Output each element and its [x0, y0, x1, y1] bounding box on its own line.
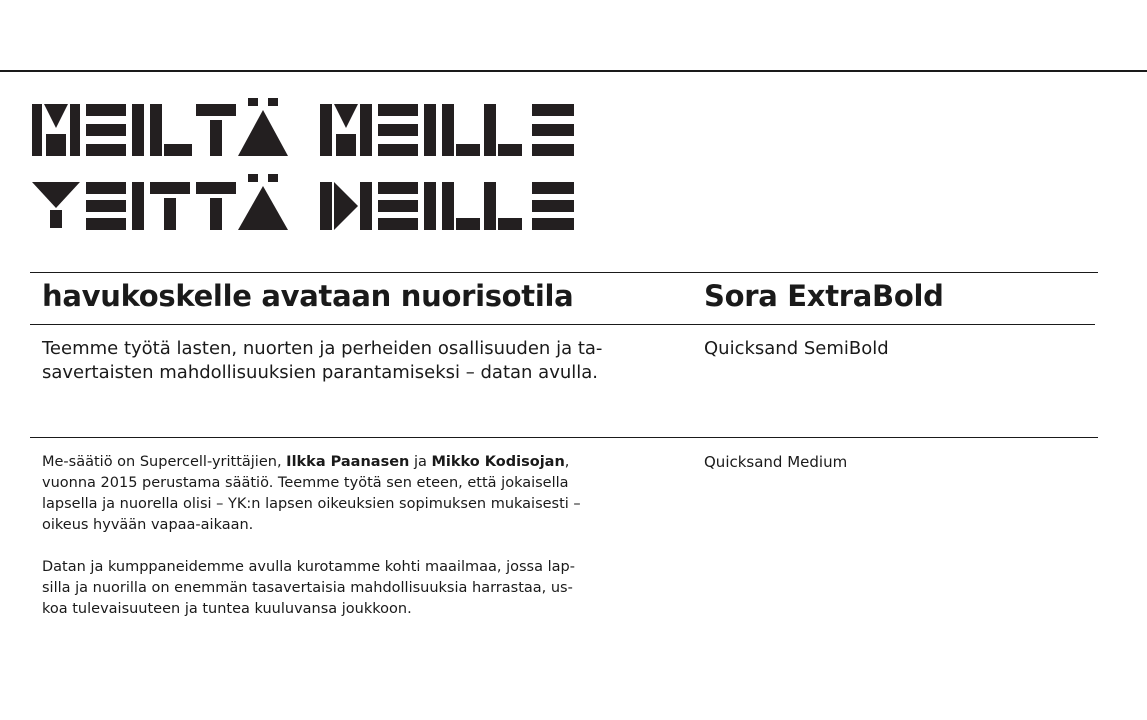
body-line: lapsella ja nuorella olisi – YK:n lapsen oikeuksien sopimuksen mukaisesti – — [42, 496, 581, 512]
body-text-span: Me-säätiö on Supercell-yrittäjien, — [42, 454, 287, 470]
body-line: koa tulevaisuuteen ja tuntea kuuluvansa joukkoon. — [42, 601, 412, 617]
body-line: silla ja nuorilla on enemmän tasavertaisia mahdollisuuksia harrastaa, us- — [42, 580, 573, 596]
body-line: vuonna 2015 perustama säätiö. Teemme työtä sen eteen, että jokaisella — [42, 475, 569, 491]
body-text-span: ja — [409, 454, 432, 470]
body-line: Datan ja kumppaneidemme avulla kurotamme kohti maailmaa, jossa lap- — [42, 559, 575, 575]
display-font-label: Sora ExtraBold — [704, 279, 944, 313]
body-paragraph-1 — [42, 452, 682, 536]
body-font-label: Quicksand Medium — [704, 453, 848, 471]
lead-line: Teemme työtä lasten, nuorten ja perheiden osallisuuden ja ta- — [42, 338, 603, 359]
lead-line: savertaisten mahdollisuuksien parantamiseksi – datan avulla. — [42, 362, 599, 383]
section-divider-3 — [30, 437, 1098, 438]
founder-name-2: Mikko Kodisojan — [431, 454, 565, 470]
body-line — [42, 452, 682, 473]
top-divider — [0, 70, 1147, 72]
section-divider-1 — [30, 272, 1098, 273]
lead-paragraph — [42, 337, 682, 385]
headline: havukoskelle avataan nuorisotila — [42, 279, 574, 313]
body-text — [42, 452, 682, 620]
body-text-span: , — [564, 454, 570, 470]
body-paragraph-2 — [42, 557, 682, 620]
founder-name-1: Ilkka Paanasen — [286, 454, 410, 470]
meilta-meille-logo — [32, 98, 577, 236]
body-line: oikeus hyvään vapaa-aikaan. — [42, 517, 254, 533]
section-divider-2 — [30, 324, 1095, 325]
lead-font-label: Quicksand SemiBold — [704, 338, 889, 359]
